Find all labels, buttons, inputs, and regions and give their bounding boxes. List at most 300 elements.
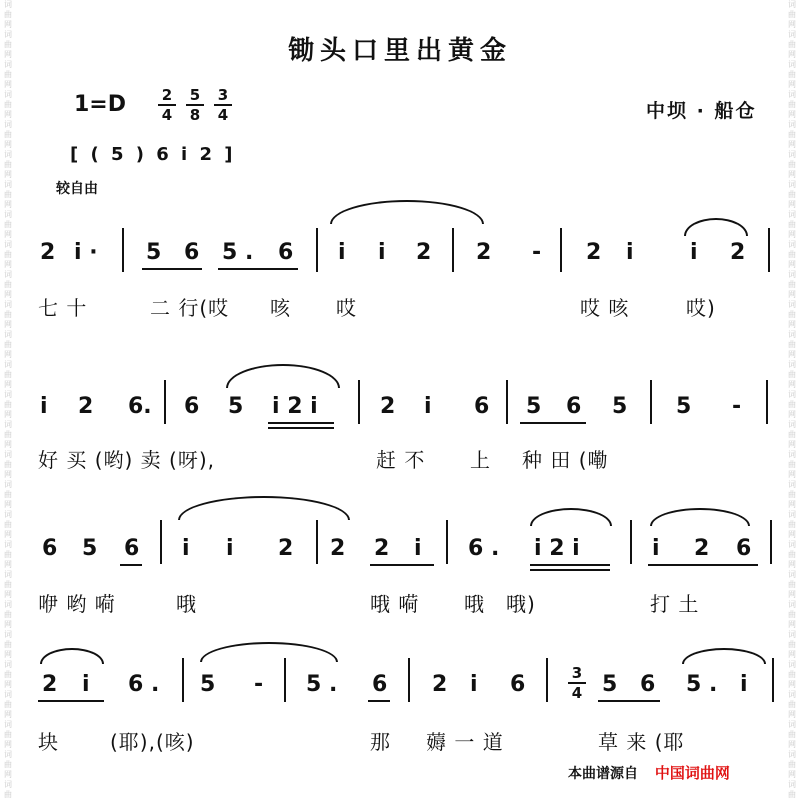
watermark-char: 网 xyxy=(4,170,12,179)
underline xyxy=(268,422,334,424)
watermark-char: 词 xyxy=(788,690,796,699)
watermark-char: 曲 xyxy=(4,190,12,199)
watermark-left xyxy=(0,0,16,809)
watermark-char: 网 xyxy=(4,20,12,29)
underline xyxy=(530,564,610,566)
meter-numerator: 3 xyxy=(568,664,586,684)
watermark-char: 曲 xyxy=(788,790,796,799)
watermark-char: 网 xyxy=(4,260,12,269)
intro-notation: [ ( 5 ) 6 i 2 ] xyxy=(70,144,236,165)
note: 6 xyxy=(278,240,294,265)
watermark-char: 网 xyxy=(4,710,12,719)
watermark-char: 词 xyxy=(788,630,796,639)
note: 5 xyxy=(82,536,98,561)
note: i xyxy=(690,240,698,265)
watermark-char: 曲 xyxy=(4,280,12,289)
watermark-char: 词 xyxy=(788,600,796,609)
lyric: 好 买 (哟) 卖 (呀), xyxy=(38,448,215,472)
note: - xyxy=(732,394,742,419)
watermark-char: 曲 xyxy=(788,430,796,439)
watermark-char: 网 xyxy=(4,560,12,569)
lyric: 哎) xyxy=(686,296,716,320)
watermark-char: 词 xyxy=(788,420,796,429)
watermark-char: 网 xyxy=(4,320,12,329)
note: 5 xyxy=(676,394,692,419)
watermark-char: 网 xyxy=(4,350,12,359)
watermark-char: 曲 xyxy=(4,760,12,769)
watermark-char: 曲 xyxy=(4,10,12,19)
bar-line xyxy=(182,658,184,702)
note: 2 xyxy=(586,240,602,265)
slur xyxy=(40,648,104,664)
watermark-char: 曲 xyxy=(788,130,796,139)
watermark-char: 词 xyxy=(4,270,12,279)
meter-denominator: 4 xyxy=(217,106,229,124)
song-title: 锄头口里出黄金 xyxy=(287,36,512,66)
watermark-char: 词 xyxy=(4,600,12,609)
meter-denominator: 8 xyxy=(189,106,201,124)
watermark-char: 曲 xyxy=(4,700,12,709)
note: i xyxy=(226,536,234,561)
note: 6 . xyxy=(128,672,160,697)
watermark-char: 网 xyxy=(788,260,796,269)
bar-line xyxy=(164,380,166,424)
bar-line xyxy=(408,658,410,702)
watermark-char: 曲 xyxy=(4,550,12,559)
watermark-char: 曲 xyxy=(788,190,796,199)
bar-line xyxy=(772,658,774,702)
lyric: 薅 一 道 xyxy=(426,730,504,754)
watermark-char: 词 xyxy=(788,720,796,729)
note: 2 xyxy=(330,536,346,561)
note: 2 xyxy=(40,240,56,265)
meter-numerator: 3 xyxy=(214,86,232,106)
footer-text: 本曲谱源自 xyxy=(568,766,638,782)
watermark-char: 曲 xyxy=(4,610,12,619)
watermark-char: 词 xyxy=(4,390,12,399)
watermark-char: 网 xyxy=(788,560,796,569)
bar-line xyxy=(122,228,124,272)
watermark-char: 曲 xyxy=(788,730,796,739)
watermark-char: 网 xyxy=(4,680,12,689)
watermark-char: 词 xyxy=(788,90,796,99)
watermark-char: 曲 xyxy=(4,340,12,349)
watermark-char: 词 xyxy=(4,540,12,549)
watermark-char: 词 xyxy=(788,750,796,759)
watermark-char: 词 xyxy=(788,390,796,399)
watermark-char: 网 xyxy=(788,50,796,59)
watermark-char: 网 xyxy=(4,50,12,59)
watermark-char: 网 xyxy=(788,230,796,239)
note: 2 xyxy=(432,672,448,697)
watermark-char: 词 xyxy=(788,240,796,249)
note: 2 xyxy=(476,240,492,265)
bar-line xyxy=(768,228,770,272)
lyric: 咳 xyxy=(270,296,291,320)
note: i xyxy=(378,240,386,265)
watermark-char: 曲 xyxy=(4,370,12,379)
note: 2 xyxy=(416,240,432,265)
watermark-char: 网 xyxy=(4,440,12,449)
watermark-char: 曲 xyxy=(4,310,12,319)
watermark-char: 曲 xyxy=(788,280,796,289)
bar-line xyxy=(358,380,360,424)
watermark-char: 词 xyxy=(788,780,796,789)
watermark-char: 曲 xyxy=(788,310,796,319)
watermark-char: 词 xyxy=(4,150,12,159)
lyric: 打 土 xyxy=(650,592,700,616)
slur xyxy=(178,496,350,520)
note: 6. xyxy=(128,394,152,419)
note: 6 xyxy=(640,672,656,697)
note: 5 xyxy=(526,394,542,419)
watermark-char: 曲 xyxy=(788,610,796,619)
watermark-char: 词 xyxy=(788,210,796,219)
watermark-char: 网 xyxy=(788,440,796,449)
note: i xyxy=(424,394,432,419)
lyric: 二 行(哎 xyxy=(150,296,230,320)
lyric: 咿 哟 嗬 xyxy=(38,592,116,616)
watermark-char: 曲 xyxy=(4,160,12,169)
watermark-char: 词 xyxy=(4,420,12,429)
lyric: 那 xyxy=(370,730,391,754)
watermark-char: 词 xyxy=(4,30,12,39)
bar-line xyxy=(766,380,768,424)
watermark-char: 词 xyxy=(4,210,12,219)
note: i xyxy=(740,672,748,697)
watermark-char: 词 xyxy=(4,780,12,789)
slur xyxy=(650,508,750,526)
watermark-char: 词 xyxy=(4,360,12,369)
bar-line xyxy=(650,380,652,424)
watermark-char: 词 xyxy=(4,690,12,699)
note: i · xyxy=(74,240,98,265)
source-footer xyxy=(568,762,730,783)
watermark-char: 曲 xyxy=(788,490,796,499)
watermark-char: 曲 xyxy=(788,640,796,649)
watermark-char: 网 xyxy=(788,650,796,659)
watermark-char: 网 xyxy=(788,770,796,779)
lyric: 七 十 xyxy=(38,296,88,320)
watermark-char: 词 xyxy=(4,660,12,669)
note: 6 . xyxy=(468,536,500,561)
meter-1 xyxy=(158,86,176,124)
note: i xyxy=(414,536,422,561)
watermark-char: 曲 xyxy=(4,130,12,139)
watermark-char: 网 xyxy=(788,170,796,179)
note: 5 . xyxy=(306,672,338,697)
watermark-char: 网 xyxy=(4,290,12,299)
watermark-char: 曲 xyxy=(4,220,12,229)
watermark-char: 网 xyxy=(4,200,12,209)
watermark-char: 曲 xyxy=(788,670,796,679)
note: 5 xyxy=(612,394,628,419)
meter-2 xyxy=(186,86,204,124)
meter-denominator: 4 xyxy=(161,106,173,124)
watermark-char: 词 xyxy=(4,240,12,249)
watermark-char: 词 xyxy=(4,480,12,489)
lyric: 哎 xyxy=(336,296,357,320)
watermark-char: 曲 xyxy=(4,400,12,409)
note: i xyxy=(338,240,346,265)
watermark-char: 词 xyxy=(788,480,796,489)
meter-3 xyxy=(214,86,232,124)
watermark-char: 词 xyxy=(788,300,796,309)
watermark-char: 曲 xyxy=(4,490,12,499)
watermark-char: 网 xyxy=(788,200,796,209)
bar-line xyxy=(560,228,562,272)
watermark-char: 曲 xyxy=(4,640,12,649)
lyric: 赶 不 xyxy=(376,448,426,472)
lyric: 哎 咳 xyxy=(580,296,630,320)
song-origin: 中坝 · 船仓 xyxy=(646,100,757,122)
lyric: 种 田 (嘞 xyxy=(522,448,609,472)
watermark-char: 词 xyxy=(788,330,796,339)
lyric: 草 来 (耶 xyxy=(598,730,685,754)
underline xyxy=(598,700,660,702)
watermark-right xyxy=(784,0,800,809)
watermark-char: 网 xyxy=(788,380,796,389)
watermark-char: 网 xyxy=(4,500,12,509)
watermark-char: 词 xyxy=(4,60,12,69)
meter-numerator: 2 xyxy=(158,86,176,106)
bar-line xyxy=(316,228,318,272)
watermark-char: 网 xyxy=(788,410,796,419)
bar-line xyxy=(506,380,508,424)
watermark-char: 曲 xyxy=(788,250,796,259)
watermark-char: 词 xyxy=(788,540,796,549)
watermark-char: 词 xyxy=(4,450,12,459)
slur xyxy=(330,200,484,224)
watermark-char: 曲 xyxy=(4,250,12,259)
note: i 2 i xyxy=(534,536,580,561)
watermark-char: 词 xyxy=(4,330,12,339)
bar-line xyxy=(160,520,162,564)
watermark-char: 词 xyxy=(788,150,796,159)
underline xyxy=(142,268,202,270)
watermark-char: 网 xyxy=(4,140,12,149)
bar-line xyxy=(630,520,632,564)
underline xyxy=(218,268,298,270)
watermark-char: 曲 xyxy=(4,40,12,49)
watermark-char: 网 xyxy=(788,620,796,629)
note: i xyxy=(626,240,634,265)
note: i xyxy=(470,672,478,697)
watermark-char: 曲 xyxy=(788,580,796,589)
watermark-char: 曲 xyxy=(4,70,12,79)
underline xyxy=(268,427,334,429)
note: i 2 i xyxy=(272,394,318,419)
note: 2 xyxy=(374,536,390,561)
watermark-char: 词 xyxy=(788,660,796,669)
note: 6 xyxy=(184,394,200,419)
watermark-char: 曲 xyxy=(4,460,12,469)
note: 5 xyxy=(200,672,216,697)
watermark-char: 曲 xyxy=(788,160,796,169)
watermark-char: 词 xyxy=(788,30,796,39)
watermark-char: 词 xyxy=(4,750,12,759)
note: 2 xyxy=(278,536,294,561)
bar-line xyxy=(452,228,454,272)
watermark-char: 曲 xyxy=(4,580,12,589)
watermark-char: 曲 xyxy=(788,100,796,109)
watermark-char: 网 xyxy=(788,590,796,599)
watermark-char: 曲 xyxy=(788,70,796,79)
meter-numerator: 5 xyxy=(186,86,204,106)
watermark-char: 曲 xyxy=(788,340,796,349)
underline xyxy=(530,569,610,571)
underline xyxy=(648,564,758,566)
watermark-char: 网 xyxy=(788,140,796,149)
watermark-char: 词 xyxy=(788,0,796,9)
watermark-char: 网 xyxy=(788,290,796,299)
watermark-char: 词 xyxy=(4,300,12,309)
watermark-char: 词 xyxy=(4,510,12,519)
watermark-char: 网 xyxy=(4,470,12,479)
watermark-char: 曲 xyxy=(4,790,12,799)
note: - xyxy=(532,240,542,265)
watermark-char: 网 xyxy=(788,680,796,689)
watermark-char: 曲 xyxy=(788,220,796,229)
watermark-char: 词 xyxy=(788,570,796,579)
watermark-char: 曲 xyxy=(4,730,12,739)
watermark-char: 网 xyxy=(788,320,796,329)
watermark-char: 词 xyxy=(4,120,12,129)
watermark-char: 曲 xyxy=(4,100,12,109)
watermark-char: 网 xyxy=(788,470,796,479)
watermark-char: 曲 xyxy=(788,370,796,379)
watermark-char: 词 xyxy=(788,360,796,369)
watermark-char: 网 xyxy=(788,740,796,749)
watermark-char: 网 xyxy=(4,530,12,539)
meter-denominator: 4 xyxy=(571,684,583,702)
watermark-char: 曲 xyxy=(788,400,796,409)
slur xyxy=(682,648,766,664)
watermark-char: 网 xyxy=(4,230,12,239)
watermark-char: 曲 xyxy=(788,700,796,709)
note: 2 xyxy=(730,240,746,265)
watermark-char: 网 xyxy=(788,710,796,719)
underline xyxy=(120,564,142,566)
note: i xyxy=(82,672,90,697)
watermark-char: 词 xyxy=(788,60,796,69)
watermark-char: 曲 xyxy=(788,550,796,559)
note: 2 xyxy=(380,394,396,419)
watermark-char: 网 xyxy=(788,530,796,539)
watermark-char: 曲 xyxy=(788,460,796,469)
watermark-char: 网 xyxy=(4,590,12,599)
note: 6 xyxy=(42,536,58,561)
watermark-char: 词 xyxy=(788,180,796,189)
note: i xyxy=(182,536,190,561)
watermark-char: 网 xyxy=(4,650,12,659)
note: 5 . xyxy=(222,240,254,265)
underline xyxy=(368,700,390,702)
lyric: 上 xyxy=(470,448,491,472)
watermark-char: 曲 xyxy=(788,40,796,49)
meter-change xyxy=(568,664,586,702)
note: 5 xyxy=(146,240,162,265)
slur xyxy=(684,218,748,236)
lyric: 哦) xyxy=(506,592,536,616)
watermark-char: 词 xyxy=(4,0,12,9)
note: 2 xyxy=(42,672,58,697)
watermark-char: 网 xyxy=(4,110,12,119)
watermark-char: 网 xyxy=(788,110,796,119)
bar-line xyxy=(770,520,772,564)
watermark-char: 网 xyxy=(4,80,12,89)
slur xyxy=(226,364,340,388)
underline xyxy=(370,564,434,566)
bar-line xyxy=(284,658,286,702)
watermark-char: 曲 xyxy=(4,520,12,529)
watermark-char: 网 xyxy=(4,620,12,629)
watermark-char: 词 xyxy=(4,570,12,579)
note: 5 . xyxy=(686,672,718,697)
watermark-char: 词 xyxy=(788,120,796,129)
watermark-char: 词 xyxy=(4,180,12,189)
watermark-char: 网 xyxy=(4,770,12,779)
note: 5 xyxy=(602,672,618,697)
watermark-char: 词 xyxy=(4,90,12,99)
slur xyxy=(530,508,612,526)
watermark-char: 曲 xyxy=(4,430,12,439)
note: 6 xyxy=(510,672,526,697)
note: 6 xyxy=(474,394,490,419)
lyric: 块 xyxy=(38,730,59,754)
bar-line xyxy=(546,658,548,702)
watermark-char: 曲 xyxy=(788,520,796,529)
note: 6 xyxy=(736,536,752,561)
watermark-char: 曲 xyxy=(788,10,796,19)
note: - xyxy=(254,672,264,697)
watermark-char: 网 xyxy=(4,740,12,749)
note: 6 xyxy=(566,394,582,419)
watermark-char: 曲 xyxy=(4,670,12,679)
watermark-char: 网 xyxy=(788,500,796,509)
slur xyxy=(200,642,338,662)
watermark-char: 网 xyxy=(788,350,796,359)
note: 6 xyxy=(372,672,388,697)
tempo-marking: 较自由 xyxy=(56,181,98,197)
watermark-char: 网 xyxy=(4,410,12,419)
lyric: (耶),(咳) xyxy=(110,730,195,754)
watermark-char: 词 xyxy=(788,270,796,279)
underline xyxy=(38,700,104,702)
key-signature: 1=D xyxy=(74,92,127,117)
watermark-char: 词 xyxy=(788,510,796,519)
watermark-char: 网 xyxy=(788,80,796,89)
note: i xyxy=(652,536,660,561)
lyric: 哦 嗬 xyxy=(370,592,420,616)
lyric: 哦 xyxy=(176,592,197,616)
note: 6 xyxy=(184,240,200,265)
watermark-char: 网 xyxy=(4,380,12,389)
watermark-char: 曲 xyxy=(788,760,796,769)
watermark-char: 词 xyxy=(4,720,12,729)
note: 2 xyxy=(78,394,94,419)
note: i xyxy=(40,394,48,419)
bar-line xyxy=(316,520,318,564)
watermark-char: 词 xyxy=(4,630,12,639)
footer-brand-link[interactable]: 中国词曲网 xyxy=(654,764,730,782)
lyric: 哦 xyxy=(464,592,485,616)
watermark-char: 词 xyxy=(788,450,796,459)
note: 5 xyxy=(228,394,244,419)
underline xyxy=(520,422,586,424)
watermark-char: 网 xyxy=(788,20,796,29)
bar-line xyxy=(446,520,448,564)
